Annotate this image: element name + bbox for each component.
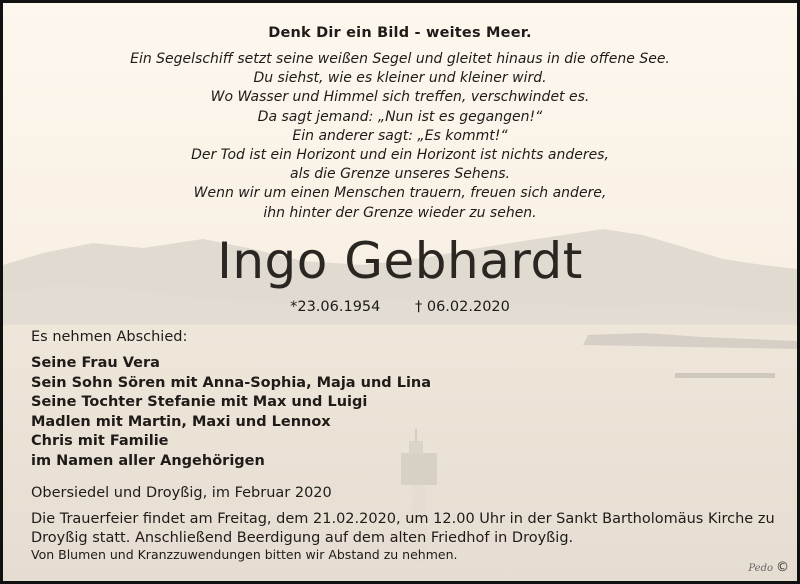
poem-line: Ein anderer sagt: „Es kommt!“ xyxy=(292,127,508,144)
death-date: † 06.02.2020 xyxy=(415,299,510,315)
mourner: Chris mit Familie xyxy=(31,433,169,450)
mourners-list xyxy=(31,354,431,472)
poem-line: Du siehst, wie es kleiner und kleiner wird. xyxy=(253,70,547,87)
poem-line: Der Tod ist ein Horizont und ein Horizont ist nichts anderes, xyxy=(191,147,609,164)
headline: Denk Dir ein Bild - weites Meer. xyxy=(268,25,532,41)
poem-line: Ein Segelschiff setzt seine weißen Segel und gleitet hinaus in die offene See. xyxy=(130,51,670,67)
place-date: Obersiedel und Droyßig, im Februar 2020 xyxy=(31,485,332,501)
ceremony-info: Die Trauerfeier findet am Freitag, dem 21.02.2020, um 12.00 Uhr in der Sankt Bartholomäus Kirche zu Droyßig statt. Anschließend Beerdigung auf dem alten Friedhof in Droyßig. xyxy=(31,511,775,546)
mourner: im Namen aller Angehörigen xyxy=(31,452,265,469)
poem-line: ihn hinter der Grenze wieder zu sehen. xyxy=(263,204,537,221)
mourner: Seine Frau Vera xyxy=(31,355,160,371)
life-dates xyxy=(3,299,797,315)
poem-line: Da sagt jemand: „Nun ist es gegangen!“ xyxy=(257,108,543,125)
birth-date: *23.06.1954 xyxy=(290,299,381,315)
mourner: Seine Tochter Stefanie mit Max und Luigi xyxy=(31,394,368,411)
poem-line: als die Grenze unseres Sehens. xyxy=(290,166,510,183)
copyright-icon: © xyxy=(776,560,789,575)
poem-line: Wenn wir um einen Menschen trauern, freuen sich andere, xyxy=(193,185,607,202)
signature: Pedo xyxy=(748,563,773,574)
mourner: Sein Sohn Sören mit Anna-Sophia, Maja und Lina xyxy=(31,374,432,391)
pier xyxy=(675,373,775,378)
poem xyxy=(3,50,797,223)
farewell-label: Es nehmen Abschied: xyxy=(31,329,188,345)
flowers-note: Von Blumen und Kranzzuwendungen bitten wir Abstand zu nehmen. xyxy=(31,547,458,562)
poem-line: Wo Wasser und Himmel sich treffen, verschwindet es. xyxy=(210,89,590,106)
mourner: Madlen mit Martin, Maxi und Lennox xyxy=(31,413,331,430)
deceased-name: Ingo Gebhardt xyxy=(217,232,583,290)
